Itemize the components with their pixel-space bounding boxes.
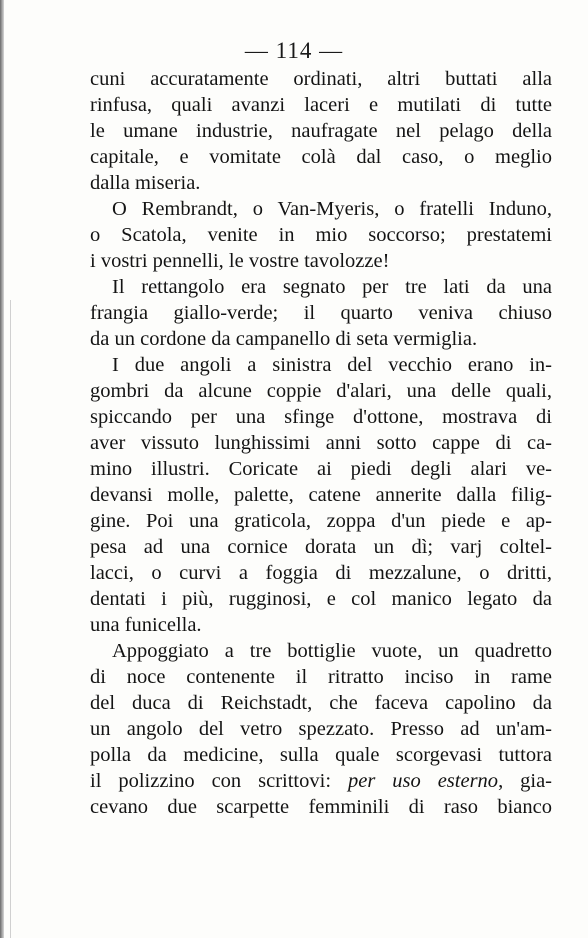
text-line: un angolo del vetro spezzato. Presso ad un'am- — [90, 718, 552, 740]
text-line: il polizzino con scrittovi: per uso esterno, gia- — [90, 770, 553, 792]
text-line: dalla miseria. — [90, 172, 201, 194]
text-line: O Rembrandt, o Van-Myeris, o fratelli Induno, — [112, 198, 552, 220]
text-line: gombri da alcune coppie d'alari, una delle quali, — [90, 380, 552, 402]
text-line: frangia giallo-verde; il quarto veniva chiuso — [90, 302, 552, 324]
text-line: cuni accuratamente ordinati, altri buttati alla — [90, 68, 552, 90]
text-line: dentati i più, rugginosi, e col manico legato da — [90, 588, 552, 610]
text-line: polla da medicine, sulla quale scorgevasi tuttora — [90, 744, 552, 766]
text-line: lacci, o curvi a foggia di mezzalune, o dritti, — [90, 562, 552, 584]
body-text — [90, 66, 552, 820]
text-line: pesa ad una cornice dorata un dì; varj coltel- — [90, 536, 552, 558]
page-binding-edge — [0, 0, 4, 938]
text-line: o Scatola, venite in mio soccorso; prestatemi — [90, 224, 552, 246]
text-line: capitale, e vomitate colà dal caso, o meglio — [90, 146, 552, 168]
text-line: i vostri pennelli, le vostre tavolozze! — [90, 250, 390, 272]
text-line: una funicella. — [90, 614, 202, 636]
text-line: devansi molle, palette, catene annerite dalla filig- — [90, 484, 552, 506]
text-line: aver vissuto lunghissimi anni sotto cappe di ca- — [90, 432, 552, 454]
italic-phrase: per uso esterno — [347, 770, 499, 792]
text-line: Appoggiato a tre bottiglie vuote, un quadretto — [112, 640, 552, 662]
text-line: da un cordone da campanello di seta vermiglia. — [90, 328, 478, 350]
text-line: Il rettangolo era segnato per tre lati da una — [112, 276, 552, 298]
text-line: di noce contenente il ritratto inciso in rame — [90, 666, 552, 688]
text-line: del duca di Reichstadt, che faceva capolino da — [90, 692, 552, 714]
page-number: — 114 — — [244, 38, 344, 63]
text-line: spiccando per una sfinge d'ottone, mostrava di — [90, 406, 552, 428]
text-line: le umane industrie, naufragate nel pelago della — [90, 120, 552, 142]
text-line: mino illustri. Coricate ai piedi degli alari ve- — [90, 458, 552, 480]
text-line: I due angoli a sinistra del vecchio erano in- — [112, 354, 552, 376]
text-line: gine. Poi una graticola, zoppa d'un piede e ap- — [90, 510, 552, 532]
text-line: cevano due scarpette femminili di raso bianco — [90, 796, 552, 818]
page-fold-line — [10, 300, 11, 938]
text-line: rinfusa, quali avanzi laceri e mutilati di tutte — [90, 94, 552, 116]
